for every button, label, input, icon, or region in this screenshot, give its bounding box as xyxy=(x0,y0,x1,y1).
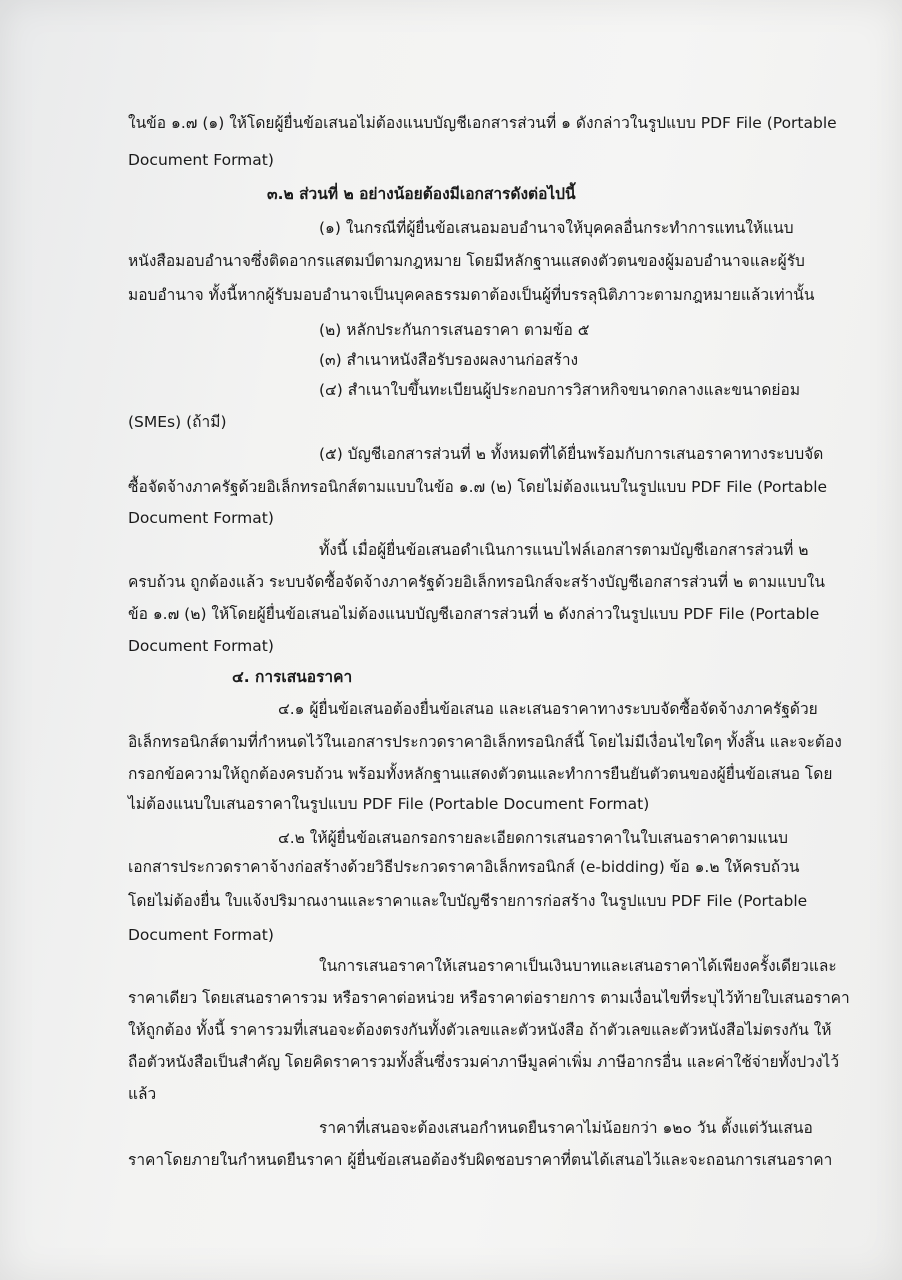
text-line: ถือตัวหนังสือเป็นสำคัญ โดยคิดราคารวมทั้งสิ้นซึ่งรวมค่าภาษีมูลค่าเพิ่ม ภาษีอากรอื่น และค่าใช้จ่ายทั้งปวงไว้ xyxy=(128,1053,840,1071)
text-line: (SMEs) (ถ้ามี) xyxy=(128,413,227,431)
list-item: (๕) บัญชีเอกสารส่วนที่ ๒ ทั้งหมดที่ได้ยื่นพร้อมกับการเสนอราคาทางระบบจัด xyxy=(319,445,824,463)
text-line: ทั้งนี้ เมื่อผู้ยื่นข้อเสนอดำเนินการแนบไฟล์เอกสารตามบัญชีเอกสารส่วนที่ ๒ xyxy=(319,541,809,559)
text-line: ราคาเดียว โดยเสนอราคารวม หรือราคาต่อหน่วย หรือราคาต่อรายการ ตามเงื่อนไขที่ระบุไว้ท้ายใบเสนอราคา xyxy=(128,989,850,1007)
text-line: ซื้อจัดจ้างภาครัฐด้วยอิเล็กทรอนิกส์ตามแบบในข้อ ๑.๗ (๒) โดยไม่ต้องแนบในรูปแบบ PDF File (Portable xyxy=(128,478,828,496)
text-line: Document Format) xyxy=(128,151,274,169)
text-line: กรอกข้อความให้ถูกต้องครบถ้วน พร้อมทั้งหลักฐานแสดงตัวตนและทำการยืนยันตัวตนของผู้ยื่นข้อเสนอ โดย xyxy=(128,765,833,783)
text-line: โดยไม่ต้องยื่น ใบแจ้งปริมาณงานและราคาและใบบัญชีรายการก่อสร้าง ในรูปแบบ PDF File (Portable xyxy=(128,892,808,910)
text-line: ไม่ต้องแนบใบเสนอราคาในรูปแบบ PDF File (Portable Document Format) xyxy=(128,795,650,813)
text-line: ในข้อ ๑.๗ (๑) ให้โดยผู้ยื่นข้อเสนอไม่ต้องแนบบัญชีเอกสารส่วนที่ ๑ ดังกล่าวในรูปแบบ PDF File (Portable xyxy=(128,114,837,132)
text-line: อิเล็กทรอนิกส์ตามที่กำหนดไว้ในเอกสารประกวดราคาอิเล็กทรอนิกส์นี้ โดยไม่มีเงื่อนไขใดๆ ทั้งสิ้น และจะต้อง xyxy=(128,733,842,751)
list-item: (๓) สำเนาหนังสือรับรองผลงานก่อสร้าง xyxy=(319,351,579,369)
text-line: แล้ว xyxy=(128,1085,157,1103)
text-line: Document Format) xyxy=(128,926,274,944)
text-line: หนังสือมอบอำนาจซึ่งติดอากรแสตมป์ตามกฎหมาย โดยมีหลักฐานแสดงตัวตนของผู้มอบอำนาจและผู้รับ xyxy=(128,252,805,270)
text-line: Document Format) xyxy=(128,637,274,655)
text-line: Document Format) xyxy=(128,509,274,527)
text-line: ราคาที่เสนอจะต้องเสนอกำหนดยืนราคาไม่น้อยกว่า ๑๒๐ วัน ตั้งแต่วันเสนอ xyxy=(319,1119,813,1137)
section-heading: ๓.๒ ส่วนที่ ๒ อย่างน้อยต้องมีเอกสารดังต่อไปนี้ xyxy=(267,185,576,203)
text-line: ในการเสนอราคาให้เสนอราคาเป็นเงินบาทและเสนอราคาได้เพียงครั้งเดียวและ xyxy=(319,957,837,975)
text-line: ให้ถูกต้อง ทั้งนี้ ราคารวมที่เสนอจะต้องตรงกันทั้งตัวเลขและตัวหนังสือ ถ้าตัวเลขและตัวหนังสือไม่ตรงกัน ให้ xyxy=(128,1021,832,1039)
text-line: มอบอำนาจ ทั้งนี้หากผู้รับมอบอำนาจเป็นบุคคลธรรมดาต้องเป็นผู้ที่บรรลุนิติภาวะตามกฎหมายแล้วเท่านั้น xyxy=(128,286,815,304)
text-line: ราคาโดยภายในกำหนดยืนราคา ผู้ยื่นข้อเสนอต้องรับผิดชอบราคาที่ตนได้เสนอไว้และจะถอนการเสนอราคา xyxy=(128,1151,833,1169)
section-heading: ๔. การเสนอราคา xyxy=(232,668,353,686)
text-line: ครบถ้วน ถูกต้องแล้ว ระบบจัดซื้อจัดจ้างภาครัฐด้วยอิเล็กทรอนิกส์จะสร้างบัญชีเอกสารส่วนที่ ๒ ตามแบบใน xyxy=(128,573,825,591)
text-line: เอกสารประกวดราคาจ้างก่อสร้างด้วยวิธีประกวดราคาอิเล็กทรอนิกส์ (e-bidding) ข้อ ๑.๒ ให้ครบถ้วน xyxy=(128,858,800,876)
list-item: (๔) สำเนาใบขึ้นทะเบียนผู้ประกอบการวิสาหกิจขนาดกลางและขนาดย่อม xyxy=(319,381,801,399)
list-item: (๒) หลักประกันการเสนอราคา ตามข้อ ๕ xyxy=(319,321,590,339)
text-line: (๑) ในกรณีที่ผู้ยื่นข้อเสนอมอบอำนาจให้บุคคลอื่นกระทำการแทนให้แนบ xyxy=(319,219,794,237)
text-line: ข้อ ๑.๗ (๒) ให้โดยผู้ยื่นข้อเสนอไม่ต้องแนบบัญชีเอกสารส่วนที่ ๒ ดังกล่าวในรูปแบบ PDF File (Portable xyxy=(128,605,820,623)
text-line: ๔.๑ ผู้ยื่นข้อเสนอต้องยื่นข้อเสนอ และเสนอราคาทางระบบจัดซื้อจัดจ้างภาครัฐด้วย xyxy=(278,700,818,718)
text-line: ๔.๒ ให้ผู้ยื่นข้อเสนอกรอกรายละเอียดการเสนอราคาในใบเสนอราคาตามแนบ xyxy=(278,829,788,847)
